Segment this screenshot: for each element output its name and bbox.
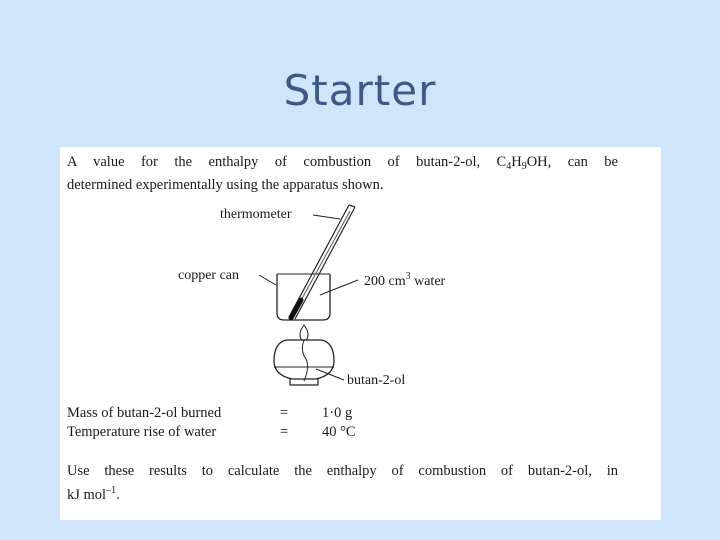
water-leader <box>320 280 358 295</box>
result-value: 1·0 g <box>322 405 353 421</box>
intro-line-2: determined experimentally using the apparatus shown. <box>67 177 384 193</box>
result-equals: = <box>280 405 289 421</box>
question-panel <box>60 147 661 520</box>
task-line-1: Use these results to calculate the enthalpy of combustion of butan-2-ol, in <box>67 463 618 479</box>
wick <box>302 340 307 381</box>
result-equals: = <box>280 424 289 440</box>
water-volume-label: 200 $cm^3$ water <box>364 271 446 289</box>
copper-can-label: copper can <box>178 268 240 283</box>
question-task <box>67 462 618 505</box>
thermometer-outline-right <box>295 207 355 319</box>
burner-body <box>274 340 334 379</box>
thermometer-cap <box>349 205 355 207</box>
fuel-label: butan-2-ol <box>347 373 406 388</box>
copper-can-leader <box>259 275 276 285</box>
thermometer-leader <box>313 215 340 219</box>
thermometer-label: thermometer <box>220 207 292 222</box>
apparatus-diagram <box>60 147 661 397</box>
slide-title: Starter <box>283 66 437 115</box>
flame-icon <box>300 325 308 341</box>
result-label: Temperature rise of water <box>67 424 217 440</box>
thermometer-outline-left <box>289 205 349 317</box>
task-line-2: kJ mol$^{-1}$. <box>67 485 120 503</box>
intro-line-1: A value for the enthalpy of combustion of butan-2-ol, $C_4H_9OH$, can be <box>67 154 618 172</box>
result-value: 40 °C <box>322 424 356 440</box>
result-label: Mass of butan-2-ol burned <box>67 405 222 421</box>
